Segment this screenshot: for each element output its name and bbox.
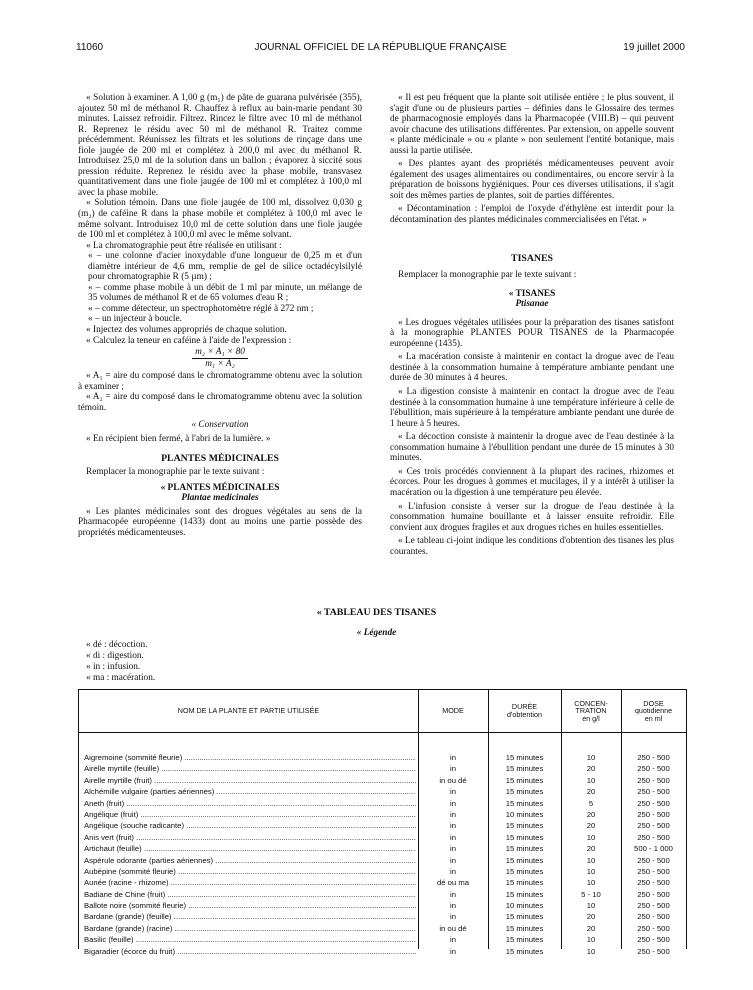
table-row xyxy=(79,866,686,877)
concentration-cell: 10 xyxy=(586,775,596,785)
mode-cell: in xyxy=(450,787,456,797)
plant-name-cell: Aubépine (sommité fleurie) ..... xyxy=(84,866,416,877)
monograph-title: « PLANTES MÉDICINALES xyxy=(160,482,280,493)
plant-name-cell: Bardane (grande) (racine) ..... xyxy=(84,923,416,934)
mode-cell: in xyxy=(450,935,456,945)
plant-name-cell: Airelle myrtille (fruit) ..... xyxy=(84,775,416,786)
dose-cell: 250 - 500 xyxy=(637,935,670,945)
formula-numerator: m₂ × A₁ × 80 xyxy=(192,347,248,359)
concentration-cell: 10 xyxy=(586,935,596,945)
table-row xyxy=(79,798,686,809)
monograph-latin-name: Ptisanae xyxy=(515,299,549,310)
concentration-cell: 20 xyxy=(586,809,596,819)
legend-item: « di : digestion. xyxy=(86,651,144,661)
table-row xyxy=(79,923,686,934)
concentration-cell: 5 - 10 xyxy=(581,889,601,899)
dose-cell: 250 - 500 xyxy=(637,901,670,911)
concentration-cell: 20 xyxy=(586,912,596,922)
dose-cell: 250 - 500 xyxy=(637,923,670,933)
table-row xyxy=(79,786,686,797)
concentration-cell: 20 xyxy=(586,821,596,831)
dose-cell: 250 - 500 xyxy=(637,832,670,842)
legend-item: « in : infusion. xyxy=(86,662,141,672)
table-body xyxy=(79,752,686,957)
concentration-cell: 20 xyxy=(586,764,596,774)
duration-cell: 15 minutes xyxy=(505,923,544,933)
mode-cell: in xyxy=(450,832,456,842)
duration-cell: 15 minutes xyxy=(505,855,544,865)
monograph-title: « TISANES xyxy=(508,288,556,299)
mode-cell: in xyxy=(450,798,456,808)
plant-name-cell: Aneth (fruit) ..... xyxy=(84,798,416,809)
paragraph: « En récipient bien fermé, à l'abri de la lumière. » xyxy=(86,433,271,444)
duration-cell: 15 minutes xyxy=(505,866,544,876)
table-row xyxy=(79,832,686,843)
concentration-cell: 10 xyxy=(586,901,596,911)
table-row xyxy=(79,911,686,922)
table-row xyxy=(79,900,686,911)
concentration-cell: 10 xyxy=(586,753,596,762)
paragraph: « La macération consiste à maintenir en contact la drogue avec de l'eau destinée à la consommation humaine à température ambiante pendant une durée de 30 minutes à 4 heures. xyxy=(390,352,674,384)
concentration-cell: 10 xyxy=(586,832,596,842)
concentration-cell: 10 xyxy=(586,946,596,956)
plant-name-cell: Aspérule odorante (parties aériennes) ..... xyxy=(84,855,416,866)
duration-cell: 15 minutes xyxy=(505,787,544,797)
dose-cell: 250 - 500 xyxy=(637,753,670,762)
duration-cell: 15 minutes xyxy=(505,878,544,888)
mode-cell: in ou dé xyxy=(439,775,467,785)
column-header-concentration: CONCEN- TRATION en g/l xyxy=(574,698,608,723)
list-item: « – un injecteur à boucle. xyxy=(88,314,182,325)
plant-name-cell: Ballote noire (sommité fleurie) ..... xyxy=(84,900,416,911)
duration-cell: 15 minutes xyxy=(505,764,544,774)
dose-cell: 250 - 500 xyxy=(637,821,670,831)
conservation-heading: « Conservation xyxy=(191,420,249,431)
paragraph: « A₁ = aire du composé dans le chromatogramme obtenu avec la solution à examiner ; xyxy=(78,371,362,392)
concentration-cell: 10 xyxy=(586,855,596,865)
paragraph: « Injectez des volumes appropriés de chaque solution. xyxy=(86,325,287,336)
column-header-name: NOM DE LA PLANTE ET PARTIE UTILISÉE xyxy=(177,706,320,716)
mode-cell: in xyxy=(450,753,456,762)
paragraph: « Des plantes ayant des propriétés médicamenteuses peuvent avoir également des usages alimentaires ou condimentaires, ou encore servir à la préparation de boissons hygiéniques. Pour ces diverses utilisations, il s'agit soit des mêmes parties de plantes, soit de parties différentes. xyxy=(390,159,674,201)
dose-cell: 250 - 500 xyxy=(637,946,670,956)
table-row xyxy=(79,763,686,774)
concentration-cell: 5 xyxy=(588,798,594,808)
dose-cell: 250 - 500 xyxy=(637,798,670,808)
table-row xyxy=(79,820,686,831)
plant-name-cell: Angélique (fruit) ..... xyxy=(84,809,416,820)
list-item: « – une colonne d'acier inoxydable d'une longueur de 0,25 m et d'un diamètre intérieur de 4,6 mm, remplie de gel de silice octadécylsilylé pour chromatographie R (5 µm) ; xyxy=(88,251,362,283)
plant-name-cell: Bardane (grande) (feuille) ..... xyxy=(84,911,416,922)
concentration-cell: 10 xyxy=(586,878,596,888)
dose-cell: 250 - 500 xyxy=(637,866,670,876)
formula-denominator: m₁ × A₂ xyxy=(205,358,235,369)
dose-cell: 500 - 1 000 xyxy=(634,844,673,854)
page-header xyxy=(76,42,685,56)
mode-cell: in xyxy=(450,809,456,819)
duration-cell: 10 minutes xyxy=(505,901,544,911)
tisanes-table xyxy=(78,689,687,956)
paragraph: « Solution témoin. Dans une fiole jaugée de 100 ml, dissolvez 0,030 g (m₂) de caféine R dans la phase mobile et complétez à 100,0 ml avec le même solvant. Introduisez 10,0 ml de cette solution dans une fiole jaugée de 100 ml et complétez à 100,0 ml avec le même solvant. xyxy=(78,198,362,241)
duration-cell: 15 minutes xyxy=(505,821,544,831)
duration-cell: 15 minutes xyxy=(505,935,544,945)
plant-name-cell: Angélique (souche radicante) ..... xyxy=(84,820,416,831)
issue-date: 19 juillet 2000 xyxy=(623,42,685,53)
paragraph: « Calculez la teneur en caféine à l'aide de l'expression : xyxy=(86,335,292,346)
paragraph: Remplacer la monographie par le texte suivant : xyxy=(86,467,265,478)
column-header-mode: MODE xyxy=(442,706,464,716)
mode-cell: in xyxy=(450,821,456,831)
paragraph: « Les drogues végétales utilisées pour la préparation des tisanes satisfont à la monographie PLANTES POUR TISANES de la Pharmacopée européenne (1435). xyxy=(390,317,674,349)
table-row xyxy=(79,877,686,888)
mode-cell: in xyxy=(450,764,456,774)
list-item: « – comme détecteur, un spectrophotomètre réglé à 272 nm ; xyxy=(88,303,314,314)
paragraph: Remplacer la monographie par le texte suivant : xyxy=(398,270,577,281)
table-row xyxy=(79,946,686,957)
list-item: « – comme phase mobile à un débit de 1 ml par minute, un mélange de 35 volumes de méthanol R et de 65 volumes d'eau R ; xyxy=(88,282,362,304)
plant-name-cell: Bigaradier (écorce du fruit) ..... xyxy=(84,946,416,957)
dose-cell: 250 - 500 xyxy=(637,764,670,774)
paragraph: « La digestion consiste à maintenir en contact la drogue avec de l'eau destinée à la consommation humaine à une température inférieure à celle de l'ébullition, mais supérieure à la température ambiante pendant une durée de 1 heure à 5 heures. xyxy=(390,387,674,429)
page-number: 11060 xyxy=(76,42,104,53)
column-header-dose: DOSE quotidienne en ml xyxy=(634,698,673,723)
journal-title: JOURNAL OFFICIEL DE LA RÉPUBLIQUE FRANÇAISE xyxy=(254,42,507,53)
paragraph: « Le tableau ci-joint indique les conditions d'obtention des tisanes les plus courantes. xyxy=(390,536,674,557)
paragraph: « L'infusion consiste à verser sur la drogue de l'eau destinée à la consommation humaine bouillante et à laisser ensuite refroidir. Elle convient aux drogues fragiles et aux drogues riches en huiles essentielles. xyxy=(390,501,674,533)
paragraph: « Solution à examiner. A 1,00 g (m₁) de pâte de guarana pulvérisée (355), ajoutez 50 ml de méthanol R. Chauffez à reflux au bain-marie pendant 30 minutes. Laissez refroidir. Filtrez. Rincez le filtre avec 10 ml de méthanol R. Reprenez le résidu avec 50 ml de méthanol R. Traitez comme précédemment. Réunissez les filtrats et les solutions de rinçage dans une fiole jaugée de 200 ml et complétez à 200,0 ml avec du méthanol R. Introduisez 25,0 ml de la solution dans un ballon ; évaporez à siccité sous pression réduite. Reprenez le résidu avec la phase mobile, transvasez quantitativement dans une fiole jaugée de 100 ml et complétez à 100,0 ml avec la phase mobile. xyxy=(78,93,362,198)
plant-name-cell: Aigremoine (sommité fleurie) ..... xyxy=(84,752,416,763)
paragraph: « Décontamination : l'emploi de l'oxyde d'éthylène est interdit pour la décontamination des plantes médicinales commercialisées en l'état. » xyxy=(390,204,674,226)
section-heading: TISANES xyxy=(511,252,553,264)
duration-cell: 15 minutes xyxy=(505,753,544,762)
monograph-latin-name: Plantae medicinales xyxy=(181,493,259,504)
plant-name-cell: Alchémille vulgaire (parties aériennes) ..... xyxy=(84,786,416,797)
duration-cell: 15 minutes xyxy=(505,798,544,808)
dose-cell: 250 - 500 xyxy=(637,855,670,865)
dose-cell: 250 - 500 xyxy=(637,878,670,888)
paragraph: « A₂ = aire du composé dans le chromatogramme obtenu avec la solution témoin. xyxy=(78,392,362,413)
plant-name-cell: Airelle myrtille (feuille) ..... xyxy=(84,763,416,774)
concentration-cell: 20 xyxy=(586,923,596,933)
caffeine-formula xyxy=(78,347,362,369)
legend-item: « dé : décoction. xyxy=(86,640,148,650)
plant-name-cell: Basilic (feuille) ..... xyxy=(84,934,416,945)
paragraph: « La chromatographie peut être réalisée en utilisant : xyxy=(86,240,282,251)
duration-cell: 15 minutes xyxy=(505,775,544,785)
dose-cell: 250 - 500 xyxy=(637,889,670,899)
table-row xyxy=(79,889,686,900)
mode-cell: dé ou ma xyxy=(436,878,470,888)
mode-cell: in ou dé xyxy=(439,923,467,933)
paragraph: « La décoction consiste à maintenir la drogue avec de l'eau destinée à la consommation humaine à l'ébullition pendant une durée de 15 minutes à 30 minutes. xyxy=(390,432,674,464)
duration-cell: 15 minutes xyxy=(505,912,544,922)
paragraph: « Ces trois procédés conviennent à la plupart des racines, rhizomes et écorces. Pour les drogues à gommes et mucilages, il y a intérêt à utiliser la macération ou la digestion à une température peu élevée. xyxy=(390,466,674,498)
left-column xyxy=(78,93,362,538)
right-column xyxy=(390,93,674,557)
duration-cell: 15 minutes xyxy=(505,889,544,899)
concentration-cell: 20 xyxy=(586,787,596,797)
mode-cell: in xyxy=(450,855,456,865)
plant-name-cell: Aunée (racine - rhizome) ..... xyxy=(84,877,416,888)
dose-cell: 250 - 500 xyxy=(637,809,670,819)
column-header-duration: DURÉE d'obtention xyxy=(507,702,542,719)
mode-cell: in xyxy=(450,844,456,854)
mode-cell: in xyxy=(450,901,456,911)
legend-title: « Légende xyxy=(356,628,397,638)
legend xyxy=(86,640,155,684)
table-row xyxy=(79,775,686,786)
legend-item: « ma : macération. xyxy=(86,673,156,683)
duration-cell: 15 minutes xyxy=(505,844,544,854)
paragraph: « Il est peu fréquent que la plante soit utilisée entière ; le plus souvent, il s'agit d'une ou de plusieurs parties – définies dans le Glossaire des termes de pharmacognosie employés dans la Pharmacopée (VIII.B) – qui peuvent avoir chacune des utilisations différentes. Par extension, on appelle souvent « plante médicinale » ou « plante » non seulement l'entité botanique, mais aussi la partie utilisée. xyxy=(390,93,674,156)
section-heading: PLANTES MÉDICINALES xyxy=(161,452,279,464)
table-row xyxy=(79,855,686,866)
mode-cell: in xyxy=(450,946,456,956)
mode-cell: in xyxy=(450,866,456,876)
table-row xyxy=(79,809,686,820)
dose-cell: 250 - 500 xyxy=(637,775,670,785)
paragraph: « Les plantes médicinales sont des drogues végétales au sens de la Pharmacopée européenne (1433) dont au moins une partie possède des propriétés médicamenteuses. xyxy=(78,506,362,538)
dose-cell: 250 - 500 xyxy=(637,787,670,797)
mode-cell: in xyxy=(450,889,456,899)
table-title: « TABLEAU DES TISANES xyxy=(316,607,437,618)
duration-cell: 10 minutes xyxy=(505,809,544,819)
plant-name-cell: Artichaut (feuille) ..... xyxy=(84,843,416,854)
duration-cell: 15 minutes xyxy=(505,832,544,842)
plant-name-cell: Anis vert (fruit) ..... xyxy=(84,832,416,843)
table-row xyxy=(79,934,686,945)
plant-name-cell: Badiane de Chine (fruit) ..... xyxy=(84,889,416,900)
duration-cell: 15 minutes xyxy=(505,946,544,956)
mode-cell: in xyxy=(450,912,456,922)
dose-cell: 250 - 500 xyxy=(637,912,670,922)
concentration-cell: 10 xyxy=(586,866,596,876)
table-row xyxy=(79,752,686,763)
table-row xyxy=(79,843,686,854)
concentration-cell: 20 xyxy=(586,844,596,854)
